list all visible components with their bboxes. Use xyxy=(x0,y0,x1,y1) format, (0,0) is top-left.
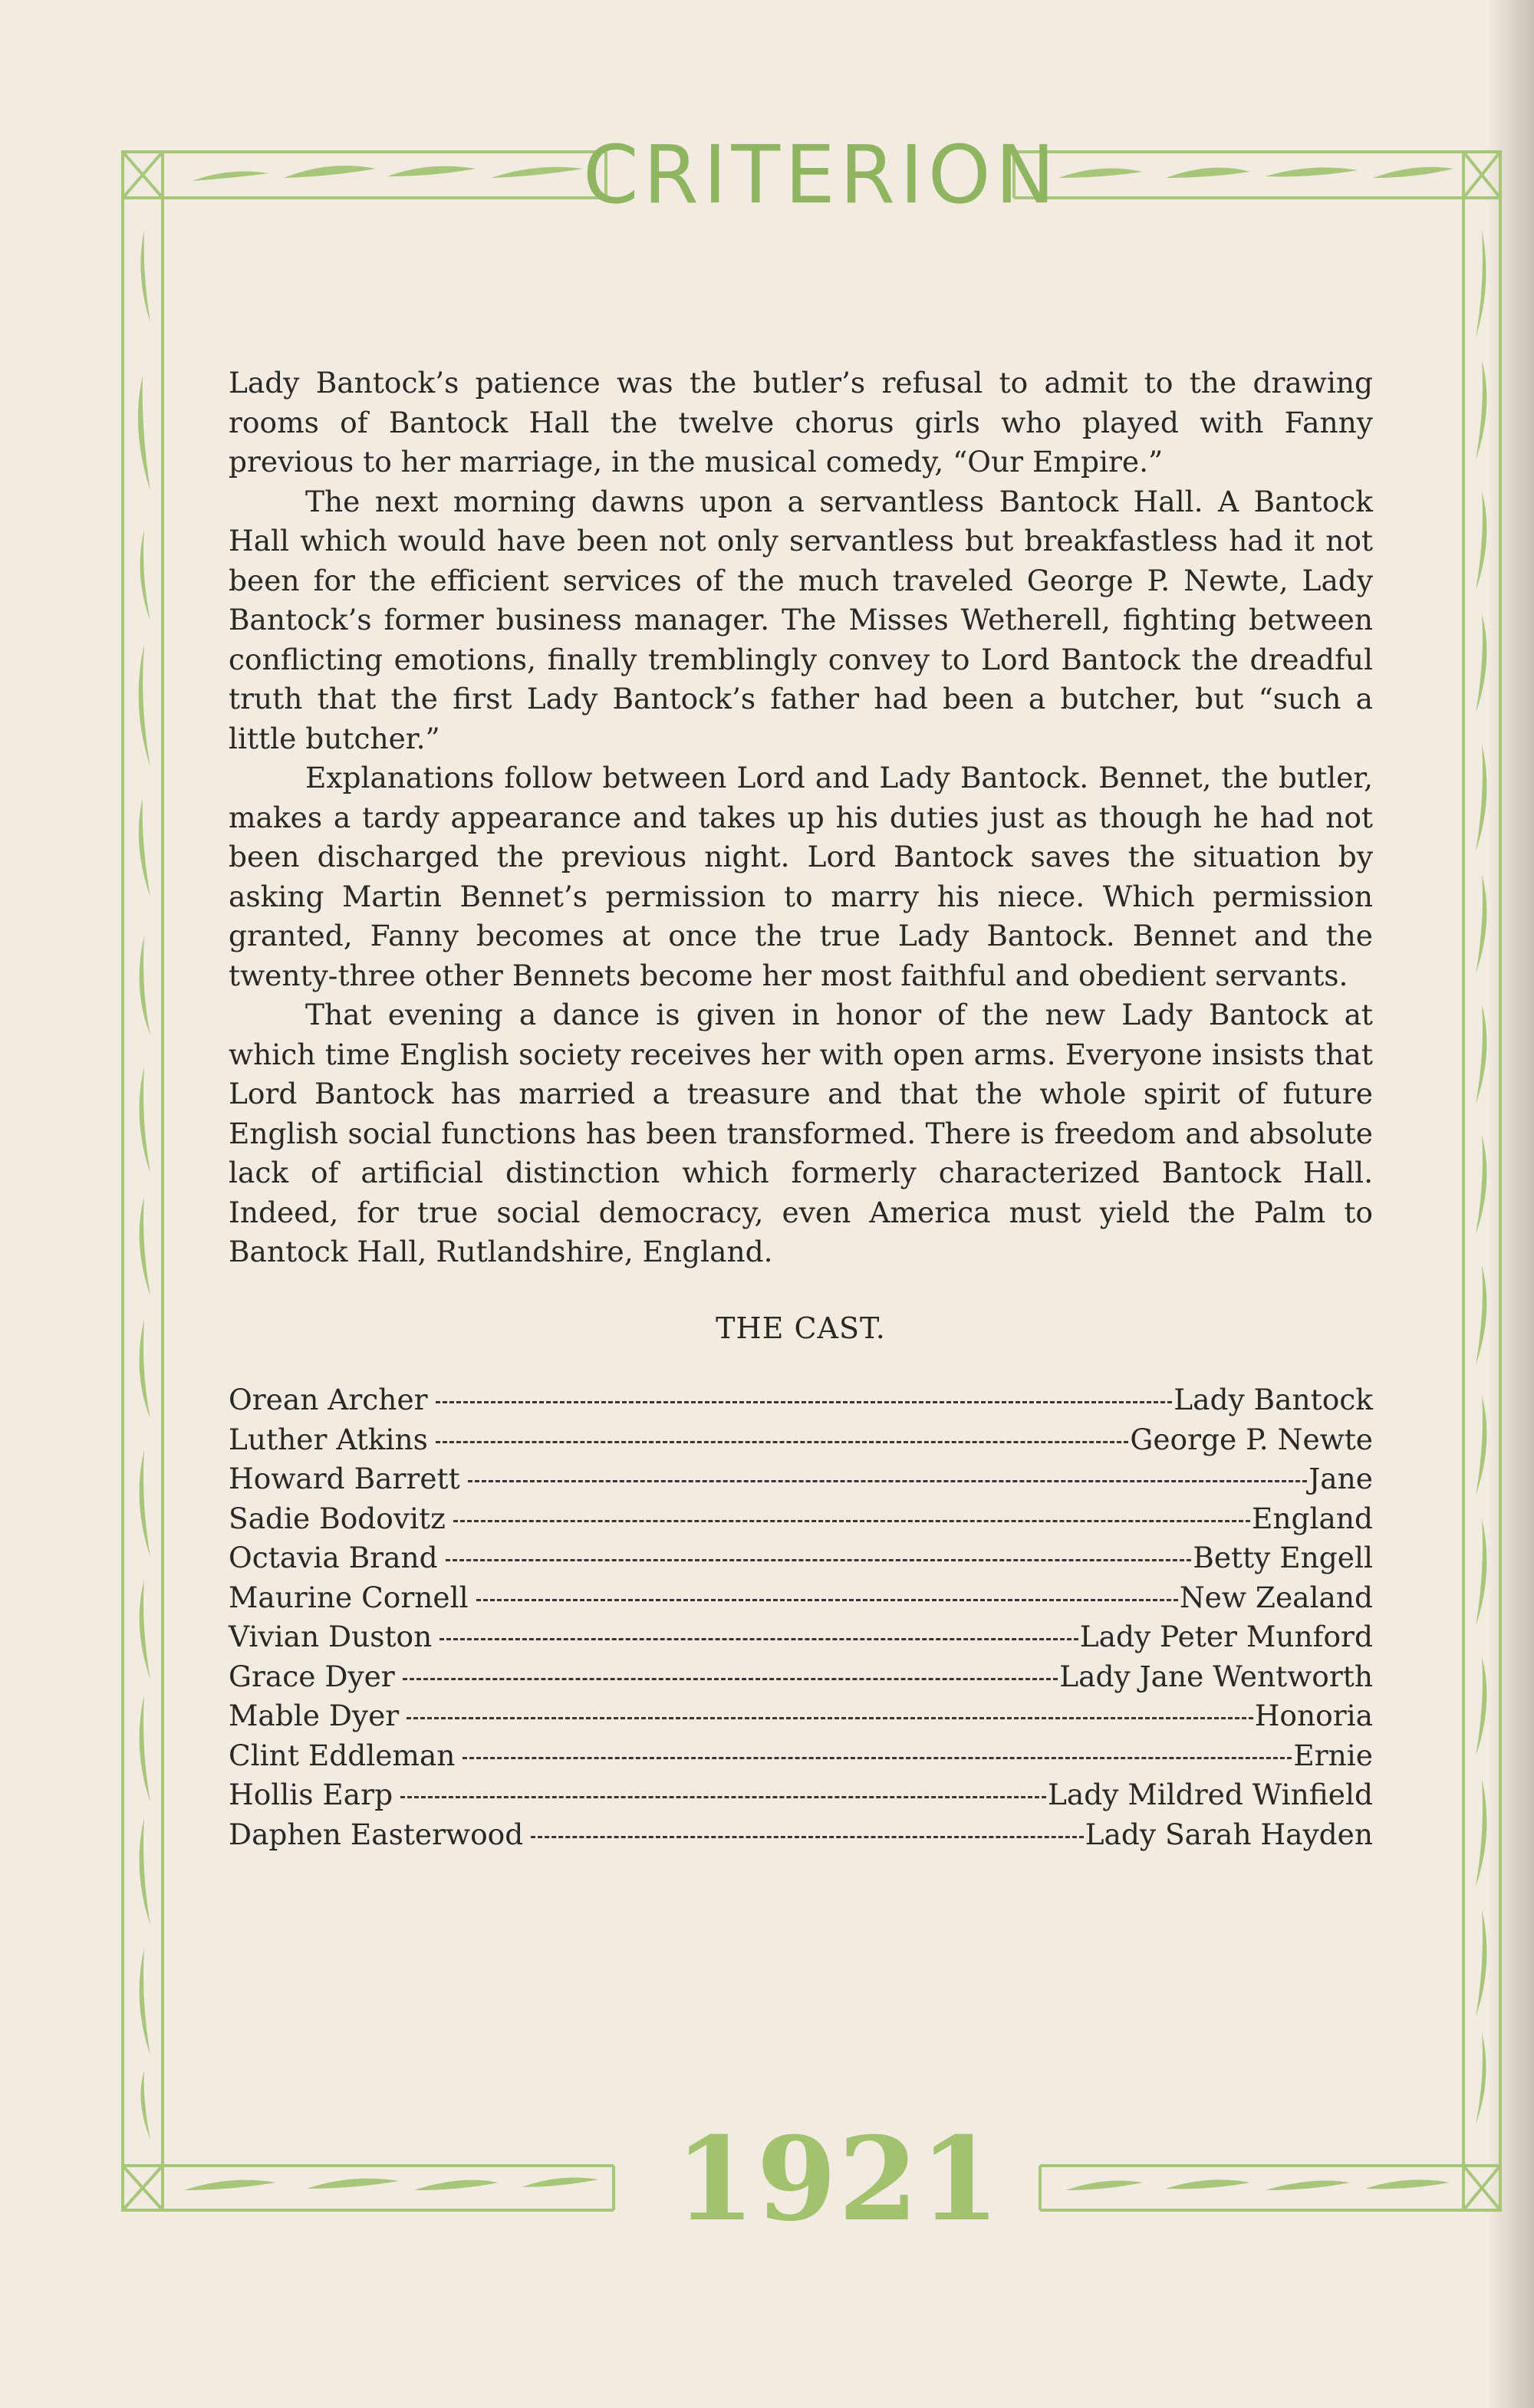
cast-row xyxy=(229,1815,1373,1855)
cast-row xyxy=(229,1657,1373,1697)
cast-actor: Orean Archer xyxy=(229,1383,428,1416)
dotted-leader xyxy=(436,1401,1173,1403)
cast-list xyxy=(229,1380,1373,1854)
cast-row xyxy=(229,1380,1373,1420)
cast-actor: Octavia Brand xyxy=(229,1541,438,1574)
yearbook-year: 1921 xyxy=(675,2112,1002,2247)
cast-actor: Mable Dyer xyxy=(229,1699,400,1732)
cast-actor: Maurine Cornell xyxy=(229,1580,469,1614)
cast-actor: Howard Barrett xyxy=(229,1462,460,1495)
cast-actor: Daphen Easterwood xyxy=(229,1817,524,1851)
dotted-leader xyxy=(446,1559,1192,1561)
cast-role: Ernie xyxy=(1293,1738,1373,1772)
cast-actor: Hollis Earp xyxy=(229,1778,393,1811)
cast-row xyxy=(229,1775,1373,1815)
dotted-leader xyxy=(468,1480,1308,1482)
cast-role: Betty Engell xyxy=(1193,1541,1373,1574)
cast-role: Honoria xyxy=(1254,1699,1373,1732)
dotted-leader xyxy=(400,1796,1046,1798)
dotted-leader xyxy=(436,1441,1128,1443)
cast-row xyxy=(229,1420,1373,1460)
criterion-header-title: CRITERION xyxy=(583,128,1060,222)
body-paragraph: The next morning dawns upon a servantless Bantock Hall. A Bantock Hall which would have been not only servantless but breakfastless had it not been for the efficient services of the much traveled George P. Newte, Lady Bantock’s former business manager. The Misses Wetherell, fighting between conflicting emotions, finally tremblingly convey to Lord Bantock the dreadful truth that the first Lady Bantock’s father had been a butcher, but “such a little butcher.” xyxy=(229,484,1373,755)
dotted-leader xyxy=(463,1757,1292,1759)
dotted-leader xyxy=(476,1599,1178,1601)
cast-row xyxy=(229,1578,1373,1618)
body-paragraph: That evening a dance is given in honor of the new Lady Bantock at which time English society receives her with open arms. Everyone insists that Lord Bantock has married a treasure and that the whole spirit of future English social functions has been transformed. There is freedom and absolute lack of artificial distinction which formerly characterized Bantock Hall. Indeed, for true social democracy, even America must yield the Palm to Bantock Hall, Rutlandshire, England. xyxy=(229,998,1373,1268)
cast-actor: Grace Dyer xyxy=(229,1659,395,1693)
dotted-leader xyxy=(439,1638,1078,1640)
page-content xyxy=(229,364,1373,1854)
dotted-leader xyxy=(531,1836,1083,1838)
cast-role: Lady Peter Munford xyxy=(1079,1620,1373,1653)
cast-role: England xyxy=(1251,1501,1373,1535)
cast-heading: THE CAST. xyxy=(716,1311,886,1345)
cast-role: New Zealand xyxy=(1179,1580,1373,1614)
cast-row xyxy=(229,1617,1373,1657)
cast-role: Lady Bantock xyxy=(1174,1383,1373,1416)
cast-role: Jane xyxy=(1309,1462,1373,1495)
body-paragraph: Explanations follow between Lord and Lady Bantock. Bennet, the butler, makes a tardy appearance and takes up his duties just as though he had not been discharged the previous night. Lord Bantock saves the situation by asking Martin Bennet’s permission to marry his niece. Which permission granted, Fanny becomes at once the true Lady Bantock. Bennet and the twenty-three other Bennets become her most faithful and obedient servants. xyxy=(229,761,1373,992)
cast-row xyxy=(229,1538,1373,1578)
cast-actor: Vivian Duston xyxy=(229,1620,433,1653)
cast-role: Lady Jane Wentworth xyxy=(1059,1659,1373,1693)
cast-role: George P. Newte xyxy=(1130,1422,1373,1456)
cast-row xyxy=(229,1696,1373,1736)
cast-actor: Sadie Bodovitz xyxy=(229,1501,446,1535)
cast-actor: Luther Atkins xyxy=(229,1422,428,1456)
body-paragraph: Lady Bantock’s patience was the butler’s refusal to admit to the drawing rooms of Bantock Hall the twelve chorus girls who played with Fanny previous to her marriage, in the musical comedy, “Our Empire.” xyxy=(229,366,1373,479)
cast-actor: Clint Eddleman xyxy=(229,1738,456,1772)
cast-row xyxy=(229,1499,1373,1539)
dotted-leader xyxy=(407,1717,1253,1719)
cast-role: Lady Sarah Hayden xyxy=(1085,1817,1373,1851)
dotted-leader xyxy=(453,1520,1250,1522)
cast-role: Lady Mildred Winfield xyxy=(1047,1778,1373,1811)
cast-row xyxy=(229,1736,1373,1776)
dotted-leader xyxy=(403,1678,1058,1680)
cast-row xyxy=(229,1459,1373,1499)
